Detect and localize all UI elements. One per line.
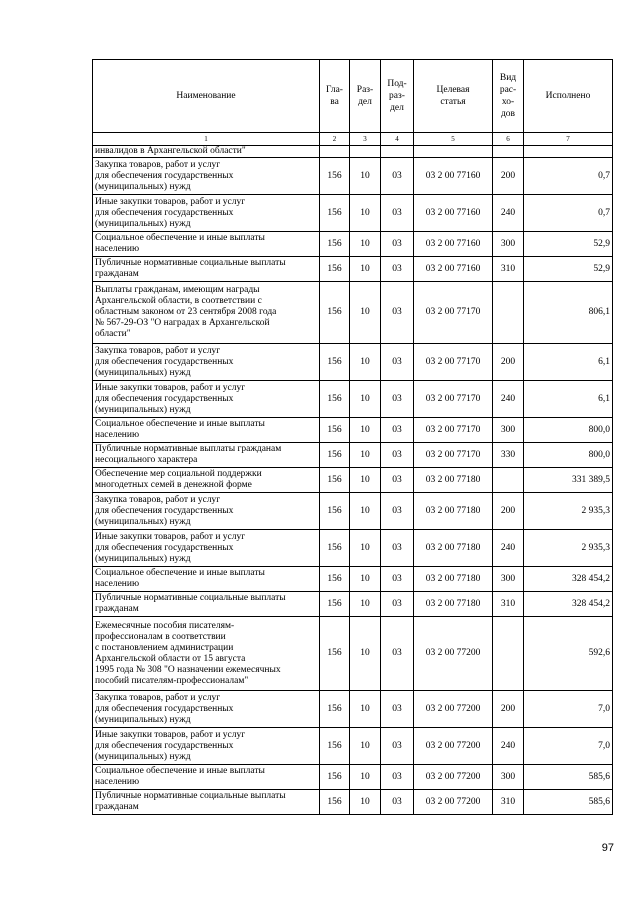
row-target: 03 2 00 77200 bbox=[414, 691, 493, 728]
row-target: 03 2 00 77170 bbox=[414, 282, 493, 344]
row-subsection: 03 bbox=[381, 232, 414, 257]
row-expense-type: 240 bbox=[493, 195, 524, 232]
row-name: Обеспечение мер социальной поддержки многодетных семей в денежной форме bbox=[93, 468, 320, 493]
table-row bbox=[93, 790, 613, 815]
row-expense-type: 200 bbox=[493, 158, 524, 195]
row-subsection: 03 bbox=[381, 418, 414, 443]
row-executed: 331 389,5 bbox=[524, 468, 613, 493]
header-executed-text: Исполнено bbox=[545, 91, 591, 101]
row-target: 03 2 00 77180 bbox=[414, 567, 493, 592]
row-name: инвалидов в Архангельской области" bbox=[93, 146, 320, 158]
row-executed: 6,1 bbox=[524, 381, 613, 418]
row-executed bbox=[524, 146, 613, 158]
row-executed: 806,1 bbox=[524, 282, 613, 344]
table-body bbox=[93, 146, 613, 815]
row-target: 03 2 00 77160 bbox=[414, 257, 493, 282]
row-section: 10 bbox=[350, 381, 381, 418]
row-section: 10 bbox=[350, 158, 381, 195]
row-subsection: 03 bbox=[381, 381, 414, 418]
row-target: 03 2 00 77200 bbox=[414, 728, 493, 765]
column-number: 2 bbox=[320, 133, 350, 146]
row-chapter: 156 bbox=[320, 257, 350, 282]
column-number-row bbox=[93, 133, 613, 146]
column-number: 6 bbox=[493, 133, 524, 146]
table-row bbox=[93, 195, 613, 232]
row-chapter: 156 bbox=[320, 728, 350, 765]
row-section: 10 bbox=[350, 443, 381, 468]
row-expense-type bbox=[493, 146, 524, 158]
row-executed: 0,7 bbox=[524, 158, 613, 195]
row-section: 10 bbox=[350, 592, 381, 617]
row-name: Публичные нормативные социальные выплаты гражданам bbox=[93, 592, 320, 617]
row-subsection: 03 bbox=[381, 468, 414, 493]
table-row bbox=[93, 344, 613, 381]
table-row bbox=[93, 592, 613, 617]
row-section: 10 bbox=[350, 282, 381, 344]
row-expense-type: 200 bbox=[493, 493, 524, 530]
row-subsection: 03 bbox=[381, 282, 414, 344]
row-executed: 7,0 bbox=[524, 728, 613, 765]
row-chapter bbox=[320, 146, 350, 158]
row-expense-type: 300 bbox=[493, 418, 524, 443]
table-row bbox=[93, 617, 613, 691]
header-chapter bbox=[320, 60, 350, 133]
table-row bbox=[93, 158, 613, 195]
row-chapter: 156 bbox=[320, 493, 350, 530]
page-number: 97 bbox=[601, 842, 614, 854]
row-expense-type: 300 bbox=[493, 232, 524, 257]
header-subsection bbox=[381, 60, 414, 133]
row-section: 10 bbox=[350, 257, 381, 282]
row-expense-type: 200 bbox=[493, 344, 524, 381]
row-subsection: 03 bbox=[381, 728, 414, 765]
row-name: Иные закупки товаров, работ и услуг для обеспечения государственных (муниципальных) нужд bbox=[93, 381, 320, 418]
row-executed: 52,9 bbox=[524, 232, 613, 257]
row-chapter: 156 bbox=[320, 790, 350, 815]
table-row bbox=[93, 691, 613, 728]
row-name: Публичные нормативные социальные выплаты гражданам bbox=[93, 257, 320, 282]
header-section bbox=[350, 60, 381, 133]
row-section: 10 bbox=[350, 728, 381, 765]
table-row bbox=[93, 765, 613, 790]
row-expense-type: 330 bbox=[493, 443, 524, 468]
column-number: 4 bbox=[381, 133, 414, 146]
row-target: 03 2 00 77160 bbox=[414, 158, 493, 195]
row-executed: 52,9 bbox=[524, 257, 613, 282]
row-chapter: 156 bbox=[320, 691, 350, 728]
row-subsection: 03 bbox=[381, 443, 414, 468]
row-section: 10 bbox=[350, 344, 381, 381]
row-chapter: 156 bbox=[320, 592, 350, 617]
row-name: Социальное обеспечение и иные выплаты населению bbox=[93, 567, 320, 592]
row-subsection bbox=[381, 146, 414, 158]
table-row bbox=[93, 443, 613, 468]
row-target: 03 2 00 77160 bbox=[414, 232, 493, 257]
row-target: 03 2 00 77200 bbox=[414, 765, 493, 790]
row-expense-type: 200 bbox=[493, 691, 524, 728]
table-row bbox=[93, 146, 613, 158]
header-executed bbox=[524, 60, 613, 133]
row-expense-type: 240 bbox=[493, 530, 524, 567]
row-section: 10 bbox=[350, 790, 381, 815]
row-expense-type: 310 bbox=[493, 257, 524, 282]
row-expense-type bbox=[493, 282, 524, 344]
row-executed: 800,0 bbox=[524, 443, 613, 468]
row-chapter: 156 bbox=[320, 232, 350, 257]
row-subsection: 03 bbox=[381, 567, 414, 592]
row-chapter: 156 bbox=[320, 195, 350, 232]
row-name: Выплаты гражданам, имеющим награды Архангельской области, в соответствии с областным законом от 23 сентября 2008 года № 567-29-ОЗ "О наградах в Архангельской области" bbox=[93, 282, 320, 344]
row-subsection: 03 bbox=[381, 530, 414, 567]
row-chapter: 156 bbox=[320, 282, 350, 344]
row-chapter: 156 bbox=[320, 567, 350, 592]
header-target bbox=[414, 60, 493, 133]
table-row bbox=[93, 493, 613, 530]
row-target: 03 2 00 77200 bbox=[414, 790, 493, 815]
row-target: 03 2 00 77200 bbox=[414, 617, 493, 691]
row-section: 10 bbox=[350, 418, 381, 443]
row-executed: 0,7 bbox=[524, 195, 613, 232]
row-chapter: 156 bbox=[320, 530, 350, 567]
row-name: Социальное обеспечение и иные выплаты населению bbox=[93, 765, 320, 790]
table-row bbox=[93, 728, 613, 765]
row-target: 03 2 00 77160 bbox=[414, 195, 493, 232]
row-chapter: 156 bbox=[320, 443, 350, 468]
row-expense-type: 240 bbox=[493, 728, 524, 765]
row-executed: 585,6 bbox=[524, 790, 613, 815]
row-chapter: 156 bbox=[320, 381, 350, 418]
column-number: 7 bbox=[524, 133, 613, 146]
row-expense-type: 240 bbox=[493, 381, 524, 418]
row-target: 03 2 00 77170 bbox=[414, 443, 493, 468]
column-number: 3 bbox=[350, 133, 381, 146]
row-section: 10 bbox=[350, 468, 381, 493]
row-target bbox=[414, 146, 493, 158]
row-expense-type: 310 bbox=[493, 592, 524, 617]
table-row bbox=[93, 567, 613, 592]
row-section: 10 bbox=[350, 691, 381, 728]
row-target: 03 2 00 77170 bbox=[414, 344, 493, 381]
table-row bbox=[93, 418, 613, 443]
row-subsection: 03 bbox=[381, 691, 414, 728]
row-chapter: 156 bbox=[320, 617, 350, 691]
column-number: 5 bbox=[414, 133, 493, 146]
row-subsection: 03 bbox=[381, 765, 414, 790]
row-executed: 7,0 bbox=[524, 691, 613, 728]
row-executed: 592,6 bbox=[524, 617, 613, 691]
row-section: 10 bbox=[350, 530, 381, 567]
row-subsection: 03 bbox=[381, 493, 414, 530]
row-name: Социальное обеспечение и иные выплаты населению bbox=[93, 418, 320, 443]
row-name: Иные закупки товаров, работ и услуг для обеспечения государственных (муниципальных) нужд bbox=[93, 530, 320, 567]
header-chapter-text: Гла- ва bbox=[326, 85, 343, 107]
table-row bbox=[93, 282, 613, 344]
row-name: Публичные нормативные выплаты гражданам несоциального характера bbox=[93, 443, 320, 468]
row-expense-type bbox=[493, 617, 524, 691]
row-subsection: 03 bbox=[381, 158, 414, 195]
row-chapter: 156 bbox=[320, 468, 350, 493]
row-executed: 800,0 bbox=[524, 418, 613, 443]
row-name: Закупка товаров, работ и услуг для обеспечения государственных (муниципальных) нужд bbox=[93, 493, 320, 530]
row-section: 10 bbox=[350, 493, 381, 530]
header-expense-type-text: Вид рас- хо- дов bbox=[499, 73, 517, 119]
row-chapter: 156 bbox=[320, 765, 350, 790]
row-subsection: 03 bbox=[381, 617, 414, 691]
row-executed: 6,1 bbox=[524, 344, 613, 381]
row-executed: 328 454,2 bbox=[524, 592, 613, 617]
header-name bbox=[93, 60, 320, 133]
row-target: 03 2 00 77180 bbox=[414, 592, 493, 617]
row-subsection: 03 bbox=[381, 592, 414, 617]
row-section: 10 bbox=[350, 765, 381, 790]
table-row bbox=[93, 381, 613, 418]
row-subsection: 03 bbox=[381, 257, 414, 282]
header-target-text: Целевая статья bbox=[436, 85, 470, 107]
row-target: 03 2 00 77180 bbox=[414, 493, 493, 530]
row-expense-type: 300 bbox=[493, 567, 524, 592]
row-target: 03 2 00 77170 bbox=[414, 418, 493, 443]
row-subsection: 03 bbox=[381, 195, 414, 232]
header-name-text: Наименование bbox=[176, 91, 236, 101]
row-name: Иные закупки товаров, работ и услуг для обеспечения государственных (муниципальных) нужд bbox=[93, 728, 320, 765]
row-name: Закупка товаров, работ и услуг для обеспечения государственных (муниципальных) нужд bbox=[93, 344, 320, 381]
row-name: Ежемесячные пособия писателям- профессионалам в соответствии с постановлением администрации Архангельской области от 15 августа 1995 года № 308 "О назначении ежемесячных пособий писателям-профессионалам" bbox=[93, 617, 320, 691]
row-subsection: 03 bbox=[381, 790, 414, 815]
row-chapter: 156 bbox=[320, 158, 350, 195]
column-number: 1 bbox=[93, 133, 320, 146]
row-expense-type bbox=[493, 468, 524, 493]
row-name: Иные закупки товаров, работ и услуг для обеспечения государственных (муниципальных) нужд bbox=[93, 195, 320, 232]
header-expense-type bbox=[493, 60, 524, 133]
table-row bbox=[93, 257, 613, 282]
row-executed: 328 454,2 bbox=[524, 567, 613, 592]
row-section: 10 bbox=[350, 195, 381, 232]
table-row bbox=[93, 232, 613, 257]
row-name: Публичные нормативные социальные выплаты гражданам bbox=[93, 790, 320, 815]
row-target: 03 2 00 77180 bbox=[414, 530, 493, 567]
row-section: 10 bbox=[350, 567, 381, 592]
row-chapter: 156 bbox=[320, 418, 350, 443]
table-row bbox=[93, 530, 613, 567]
row-target: 03 2 00 77170 bbox=[414, 381, 493, 418]
row-name: Закупка товаров, работ и услуг для обеспечения государственных (муниципальных) нужд bbox=[93, 158, 320, 195]
row-name: Закупка товаров, работ и услуг для обеспечения государственных (муниципальных) нужд bbox=[93, 691, 320, 728]
row-executed: 2 935,3 bbox=[524, 530, 613, 567]
row-expense-type: 310 bbox=[493, 790, 524, 815]
row-chapter: 156 bbox=[320, 344, 350, 381]
row-executed: 585,6 bbox=[524, 765, 613, 790]
header-subsection-text: Под- раз- дел bbox=[387, 79, 407, 113]
header-section-text: Раз- дел bbox=[356, 85, 374, 107]
row-name: Социальное обеспечение и иные выплаты населению bbox=[93, 232, 320, 257]
row-subsection: 03 bbox=[381, 344, 414, 381]
row-target: 03 2 00 77180 bbox=[414, 468, 493, 493]
row-section: 10 bbox=[350, 617, 381, 691]
row-expense-type: 300 bbox=[493, 765, 524, 790]
row-section: 10 bbox=[350, 232, 381, 257]
table-row bbox=[93, 468, 613, 493]
row-executed: 2 935,3 bbox=[524, 493, 613, 530]
header-row bbox=[93, 60, 613, 133]
budget-table bbox=[92, 59, 613, 815]
row-section bbox=[350, 146, 381, 158]
